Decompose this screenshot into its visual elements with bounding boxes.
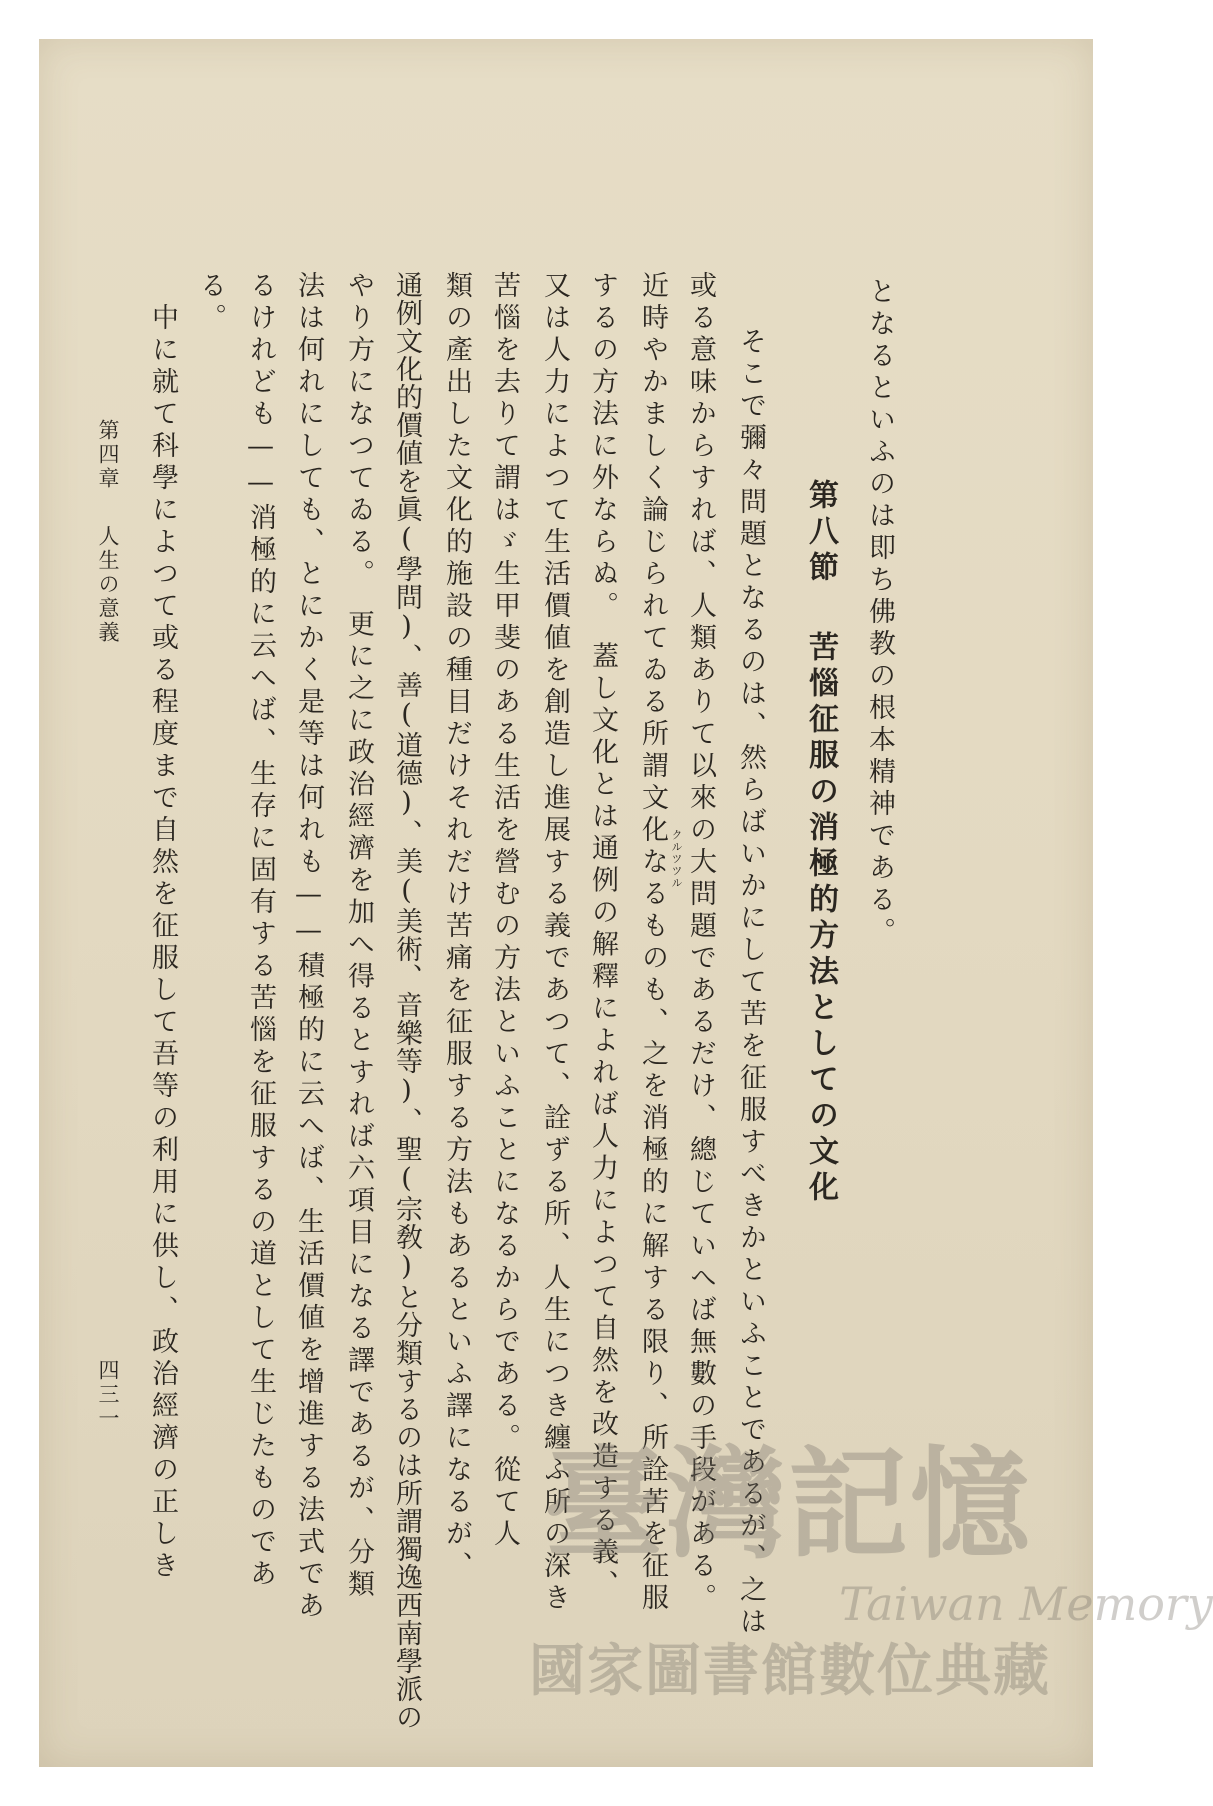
text-line-6: するの方法に外ならぬ。 蓋し文化とは通例の解釋によれば人力によつて自然を改造する義、 [587,271,618,1602]
text-line-3: そこで彌々問題となるのは、然らばいかにして苦を征服すべきかといふことであるが、之は [735,295,766,1639]
watermark-org: 國家圖書館數位典藏 [529,1639,1051,1704]
running-footer [97,419,118,645]
text-line-9: 類の產出した文化的施設の種目だけそれだけ苦痛を征服する方法もあるといふ譯になるが、 [441,271,472,1583]
text-line-13: るけれども——消極的に云へば、生存に固有する苦惱を征服するの道として生じたものであ [245,271,276,1591]
watermark-english: Taiwan Memory [839,1577,1213,1631]
text-line-10: 通例文化的價値を眞(學問)、善(道德)、美(美術、音樂等)、聖(宗敎)と分類するのは所謂獨逸西南學派の [391,271,422,1731]
page-number: 四三一 [96,1359,120,1431]
section-number: 第八節 [803,479,838,587]
footer-chapter: 第四章 [96,419,120,491]
text-line-15: 中に就て科學によつて或る程度まで自然を征服して吾等の利用に供し、政治經濟の正しき [147,271,178,1583]
text-line-4: 或る意味からすれば、人類ありて以來の大問題であるだけ、總じていへば無數の手段がある。 [685,271,716,1615]
text-line-12: 法は何れにしても、とにかく是等は何れも——積極的に云へば、生活價値を增進する法式であ [293,271,324,1623]
text-line-5: 近時やかましく論じられてゐる所謂文化なるものも、之を消極的に解する限り、所詮苦を征服 [637,271,668,1615]
watermark-logo: 臺灣記憶 [544,1436,1032,1575]
section-heading [803,479,838,1207]
text-line-14: る。 [195,271,226,335]
text-line-1: となるといふのは即ち佛教の根本精神である。 [864,277,895,949]
text-line-11: やり方になつてゐる。 更に之に政治經濟を加へ得るとすれば六項目になる譯であるが、分類 [343,271,374,1602]
text-line-8: 苦惱を去りて謂はゞ生甲斐のある生活を營むの方法といふことになるからである。從て人 [489,271,520,1551]
text-line-7: 又は人力によつて生活價値を創造し進展する義であつて、詮ずる所、人生につき纏ふ所の深き [539,271,570,1615]
ruby-annotation: クルツツル [670,829,683,889]
book-page [39,39,1213,1767]
footer-title: 人生の意義 [96,525,120,645]
section-title: 苦惱征服の消極的方法としての文化 [803,631,838,1207]
